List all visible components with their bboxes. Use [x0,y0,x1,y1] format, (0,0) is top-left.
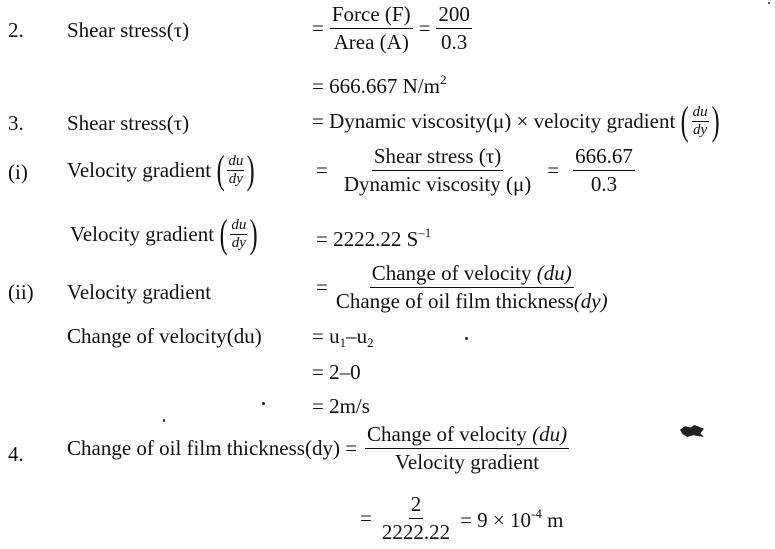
scan-speck [163,419,165,422]
equation-i [316,146,635,195]
derivative-num: du [228,152,244,169]
item-label: Change of oil film thickness(dy) = [67,436,358,460]
denominator: 2222.22 [381,520,451,544]
derivative-den: dy [228,170,243,187]
left-paren: ( [680,98,689,143]
numerator-variable: (du) [536,261,572,285]
equation-3-rhs: = Dynamic viscosity(μ) × velocity gradient [312,108,676,133]
item-label: Change of velocity(du) [67,324,262,348]
item-label: Shear stress(τ) [67,111,190,135]
line-text: = u [312,324,340,348]
superscript: –1 [418,225,432,240]
derivative-den: dy [231,234,246,251]
equation-3 [312,98,722,143]
equation-ii [316,263,610,312]
result-value: = 9 × 10 [460,507,532,532]
result-unit: m [541,507,564,532]
derivative-group [678,98,722,143]
numerator: 2 [409,494,424,519]
denominator: 0.3 [590,172,618,196]
numerator [370,263,574,288]
derivative [230,218,247,251]
derivative-group [217,211,261,256]
scan-speck [465,337,468,340]
fraction [380,494,452,543]
equation-4 [67,424,569,473]
subscript: 1 [339,335,347,350]
fraction [436,4,472,53]
denominator-text: Change of oil film thickness [335,289,574,313]
item-number: 2. [8,18,24,42]
velocity-change-line-2: = 2–0 [312,360,361,384]
item-number: (i) [8,160,28,184]
equals-sign: = [418,16,431,40]
item-label: Velocity gradient [67,157,212,182]
equals-sign: = [547,158,560,182]
superscript: -4 [531,505,542,521]
subscript: 2 [367,335,374,350]
denominator: Dynamic viscosity (μ) [343,172,532,196]
numerator-text: Change of velocity [367,422,533,446]
numerator-variable: (du) [532,422,568,446]
item-number: 4. [8,442,24,466]
item-label: Velocity gradient [70,221,215,246]
equation-4-result [360,494,563,543]
equals-sign: = [316,275,328,299]
result-text [460,507,563,531]
equals-sign: = [316,158,328,182]
item-number: 3. [8,111,24,135]
numerator [365,424,569,449]
numerator: 200 [436,4,472,29]
derivative-num: du [231,216,247,233]
numerator-text: Change of velocity [371,261,537,285]
item-label-group [70,211,261,256]
equation-i-result [316,226,431,250]
scan-speck [262,402,265,405]
superscript: 2 [439,72,447,87]
derivative [227,154,244,187]
equation-2 [312,4,472,53]
velocity-change-line-1 [312,326,374,349]
result-text: = 666.667 N/m [312,74,440,98]
fraction [334,263,610,312]
equation-2-result [312,73,446,97]
item-label-group [67,147,258,192]
left-paren: ( [219,211,228,256]
denominator-variable: (dy) [573,289,608,313]
item-label: Shear stress(τ) [67,18,190,42]
denominator [334,288,610,312]
right-paren: ) [247,147,256,192]
scan-speck [768,2,770,4]
derivative-group [214,147,258,192]
fraction [330,4,413,53]
fraction [365,424,569,473]
denominator: Velocity gradient [395,450,540,474]
left-paren: ( [216,147,225,192]
item-number: (ii) [8,280,34,304]
denominator: Area (A) [333,30,409,54]
fraction [573,146,635,195]
item-label: Velocity gradient [67,280,212,304]
numerator: Force (F) [330,4,413,29]
result-text: = 2222.22 S [316,227,419,251]
fraction [342,146,533,195]
right-paren: ) [250,211,259,256]
numerator: Shear stress (τ) [372,146,503,171]
numerator: 666.67 [573,146,635,171]
equals-sign: = [360,506,372,530]
derivative [692,105,709,138]
line-text: –u [346,324,368,348]
denominator: 0.3 [441,30,468,54]
right-paren: ) [711,98,720,143]
ink-blot [680,425,704,437]
velocity-change-line-3: = 2m/s [312,394,370,418]
derivative-num: du [692,103,708,120]
equals-sign: = [312,16,324,40]
derivative-den: dy [693,121,708,138]
